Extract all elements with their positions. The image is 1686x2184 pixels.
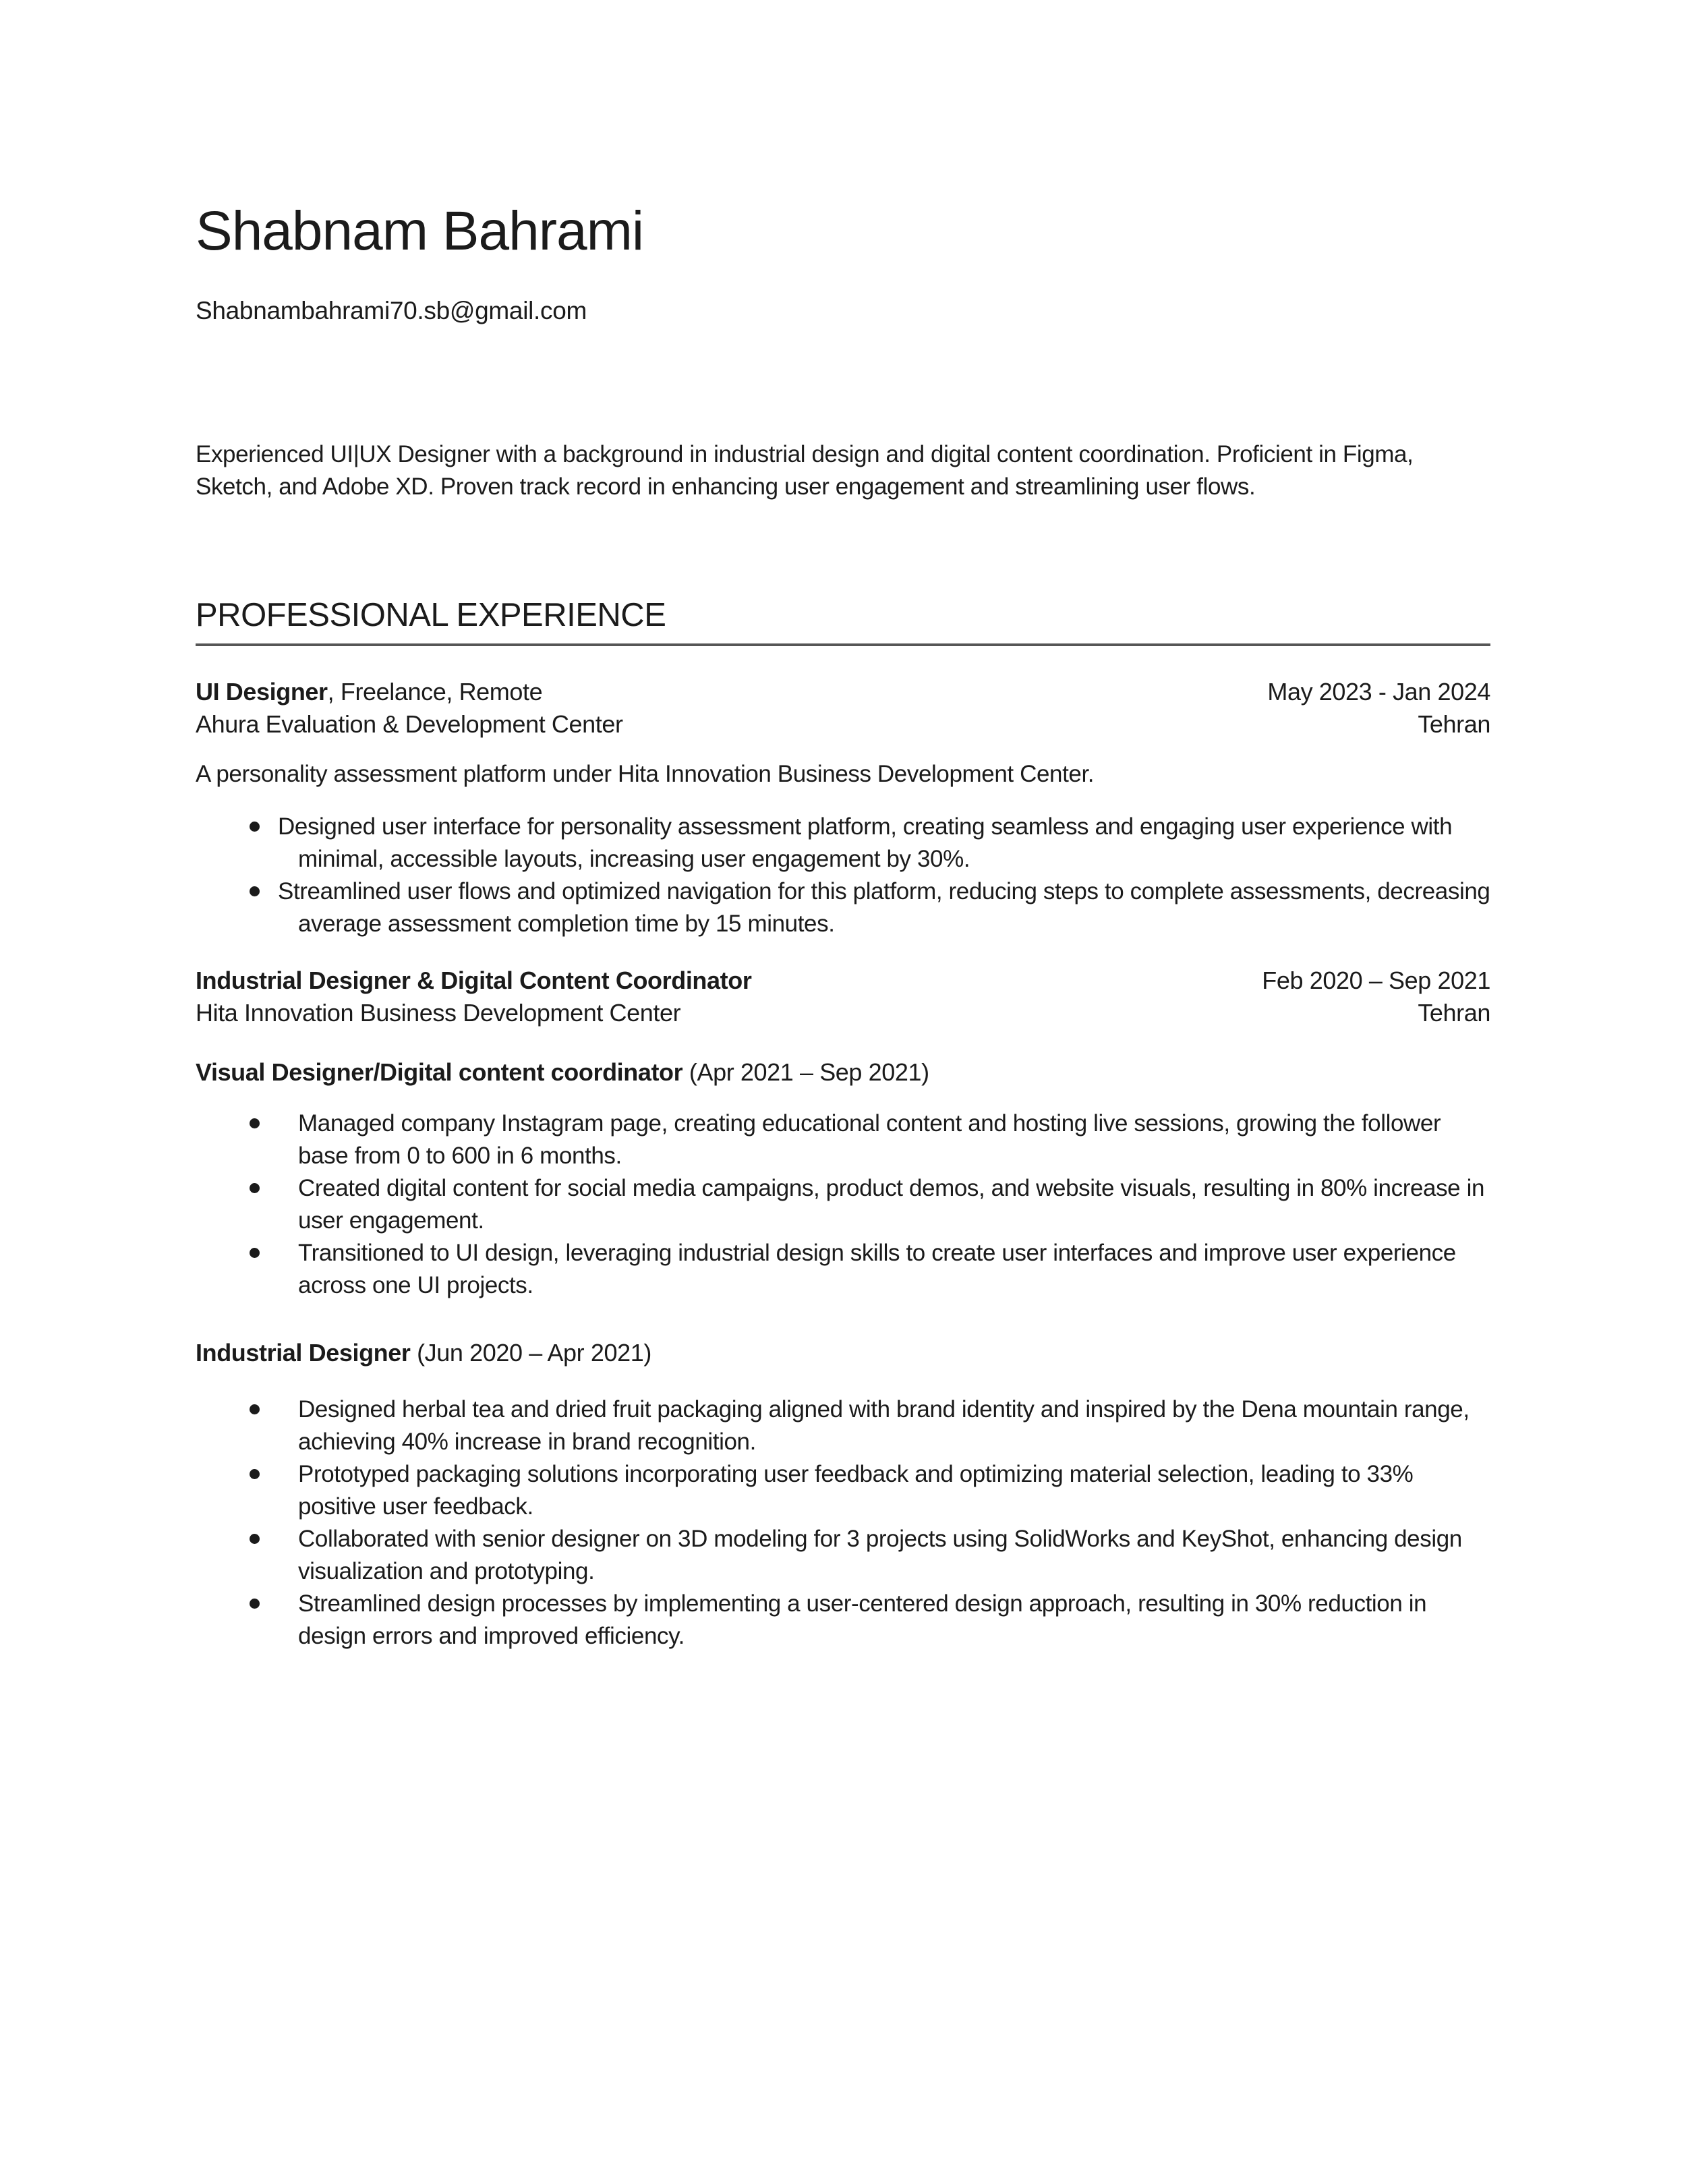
bullet-item: Designed user interface for personality assessment platform, creating seamless and engaging user experience with minimal, accessible layouts, increasing user engagement by 30%. bbox=[196, 811, 1490, 875]
bullet-item: Streamlined user flows and optimized navigation for this platform, reducing steps to complete assessments, decreasing average assessment completion time by 15 minutes. bbox=[196, 875, 1490, 940]
subrole1-title: Visual Designer/Digital content coordinator bbox=[196, 1058, 683, 1086]
job1-title-line bbox=[196, 676, 542, 708]
subrole2-heading bbox=[196, 1337, 1490, 1369]
subrole2-bullet-list bbox=[196, 1393, 1490, 1653]
job1-title-suffix: , Freelance, Remote bbox=[327, 677, 543, 706]
section-divider-rule bbox=[196, 643, 1490, 646]
job2-title-line bbox=[196, 965, 751, 997]
bullet-item: Transitioned to UI design, leveraging industrial design skills to create user interfaces and improve user experience across one UI projects. bbox=[196, 1237, 1490, 1302]
job1-header bbox=[196, 676, 1490, 741]
bullet-item: Collaborated with senior designer on 3D modeling for 3 projects using SolidWorks and KeyShot, enhancing design visualization and prototyping. bbox=[196, 1523, 1490, 1588]
bullet-item: Prototyped packaging solutions incorporating user feedback and optimizing material selection, leading to 33% positive user feedback. bbox=[196, 1458, 1490, 1523]
subrole2-title: Industrial Designer bbox=[196, 1338, 411, 1367]
job1-location: Tehran bbox=[1418, 710, 1490, 738]
job2-company: Hita Innovation Business Development Center bbox=[196, 998, 681, 1027]
job2-location: Tehran bbox=[1418, 998, 1490, 1027]
summary-paragraph: Experienced UI|UX Designer with a background in industrial design and digital content coordination. Proficient in Figma, Sketch, and Adobe XD. Proven track record in enhancing user engagement and streamlining user flows. bbox=[196, 441, 1414, 500]
candidate-name: Shabnam Bahrami bbox=[196, 200, 644, 262]
job1-company: Ahura Evaluation & Development Center bbox=[196, 710, 623, 738]
subrole1-dates: (Apr 2021 – Sep 2021) bbox=[682, 1058, 929, 1086]
job1-bullet-list bbox=[196, 811, 1490, 940]
job2-header bbox=[196, 965, 1490, 1029]
candidate-email: Shabnambahrami70.sb@gmail.com bbox=[196, 297, 587, 325]
subrole1-bullet-list bbox=[196, 1108, 1490, 1302]
job1-description: A personality assessment platform under Hita Innovation Business Development Center. bbox=[196, 760, 1095, 787]
job1-title: UI Designer bbox=[196, 677, 328, 706]
subrole2-dates: (Jun 2020 – Apr 2021) bbox=[410, 1338, 651, 1367]
section-heading-professional-experience: PROFESSIONAL EXPERIENCE bbox=[196, 597, 666, 634]
bullet-item: Managed company Instagram page, creating educational content and hosting live sessions, growing the follower base from 0 to 600 in 6 months. bbox=[196, 1108, 1490, 1172]
subrole1-heading bbox=[196, 1056, 1490, 1089]
bullet-item: Streamlined design processes by implementing a user-centered design approach, resulting in 30% reduction in design errors and improved efficiency. bbox=[196, 1588, 1490, 1653]
job2-title: Industrial Designer & Digital Content Coordinator bbox=[196, 966, 752, 994]
bullet-item: Created digital content for social media campaigns, product demos, and website visuals, resulting in 80% increase in user engagement. bbox=[196, 1172, 1490, 1237]
bullet-item: Designed herbal tea and dried fruit packaging aligned with brand identity and inspired by the Dena mountain range, achieving 40% increase in brand recognition. bbox=[196, 1393, 1490, 1458]
job2-dates: Feb 2020 – Sep 2021 bbox=[1262, 966, 1490, 994]
job1-dates: May 2023 - Jan 2024 bbox=[1267, 677, 1490, 706]
